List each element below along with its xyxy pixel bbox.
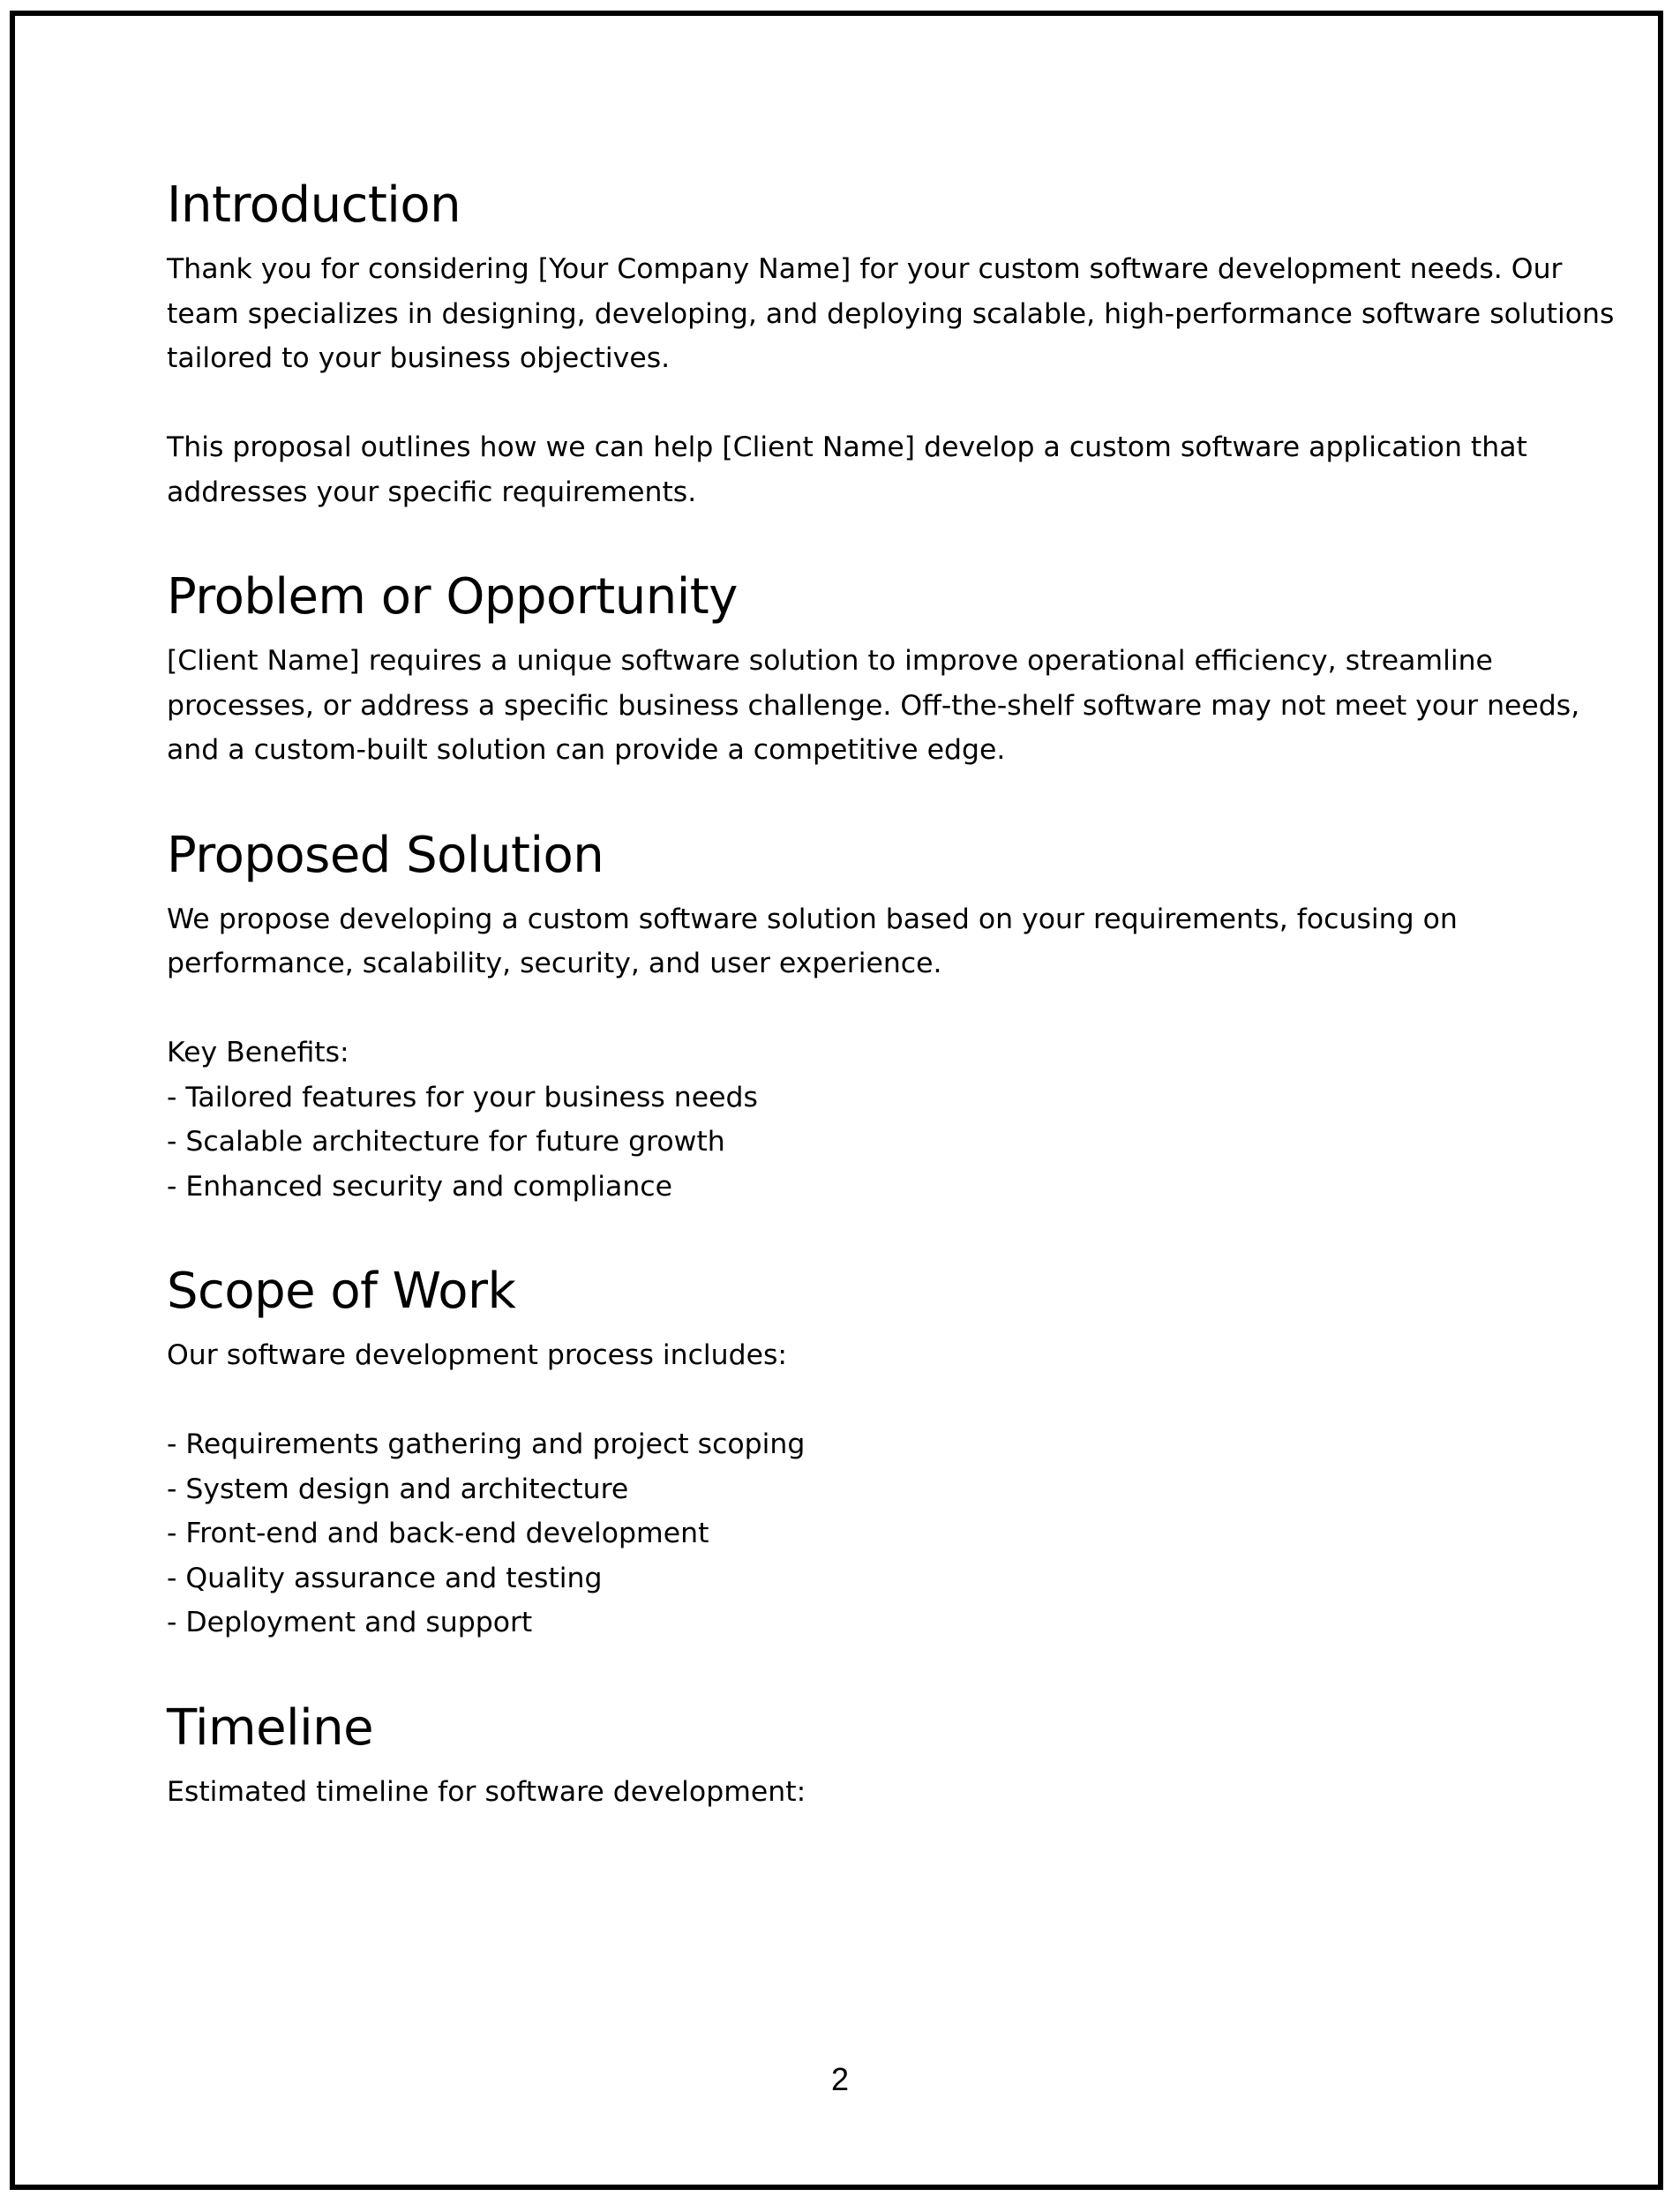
page-number: 2 — [830, 2061, 850, 2097]
text-line: [Client Name] requires a unique software solution to improve operational efficiency, streamline — [167, 645, 1493, 677]
text-line: Estimated timeline for software development: — [167, 1775, 806, 1808]
introduction-heading: Introduction — [167, 176, 461, 234]
problem-paragraph — [167, 639, 1580, 773]
list-item: - Enhanced security and compliance — [167, 1170, 672, 1203]
text-line: Our software development process includes: — [167, 1339, 788, 1371]
list-item: - System design and architecture — [167, 1473, 629, 1505]
text-line: We propose developing a custom software solution based on your requirements, focusing on — [167, 903, 1458, 935]
text-line: addresses your specific requirements. — [167, 476, 697, 508]
introduction-paragraph-2 — [167, 425, 1543, 514]
timeline-heading: Timeline — [167, 1698, 374, 1757]
document-body — [167, 172, 1615, 1814]
solution-heading: Proposed Solution — [167, 826, 604, 884]
key-benefits-list — [167, 1031, 1543, 1209]
text-line: team specializes in designing, developing, and deploying scalable, high-performance software solutions — [167, 297, 1615, 330]
scope-list — [167, 1422, 1543, 1646]
list-item: - Scalable architecture for future growth — [167, 1126, 725, 1158]
text-line: performance, scalability, security, and user experience. — [167, 948, 942, 979]
list-item: - Deployment and support — [167, 1607, 533, 1638]
text-line: and a custom-built solution can provide a competitive edge. — [167, 734, 1006, 766]
problem-heading: Problem or Opportunity — [167, 568, 738, 626]
text-line: Thank you for considering [Your Company Name] for your custom software development needs. Our — [167, 253, 1563, 285]
list-item: - Front-end and back-end development — [167, 1518, 709, 1549]
list-item: - Tailored features for your business needs — [167, 1081, 758, 1113]
scope-intro — [167, 1333, 1543, 1378]
list-item: - Quality assurance and testing — [167, 1562, 603, 1594]
text-line: tailored to your business objectives. — [167, 342, 671, 374]
list-item: - Requirements gathering and project scoping — [167, 1428, 806, 1460]
text-line: This proposal outlines how we can help [Client Name] develop a custom software application that — [167, 431, 1527, 463]
solution-paragraph — [167, 897, 1543, 986]
introduction-paragraph-1 — [167, 247, 1615, 381]
timeline-intro — [167, 1770, 1543, 1815]
text-line: processes, or address a specific business challenge. Off-the-shelf software may not meet your needs, — [167, 689, 1580, 722]
key-benefits-title: Key Benefits: — [167, 1037, 349, 1068]
scope-heading: Scope of Work — [167, 1263, 516, 1320]
